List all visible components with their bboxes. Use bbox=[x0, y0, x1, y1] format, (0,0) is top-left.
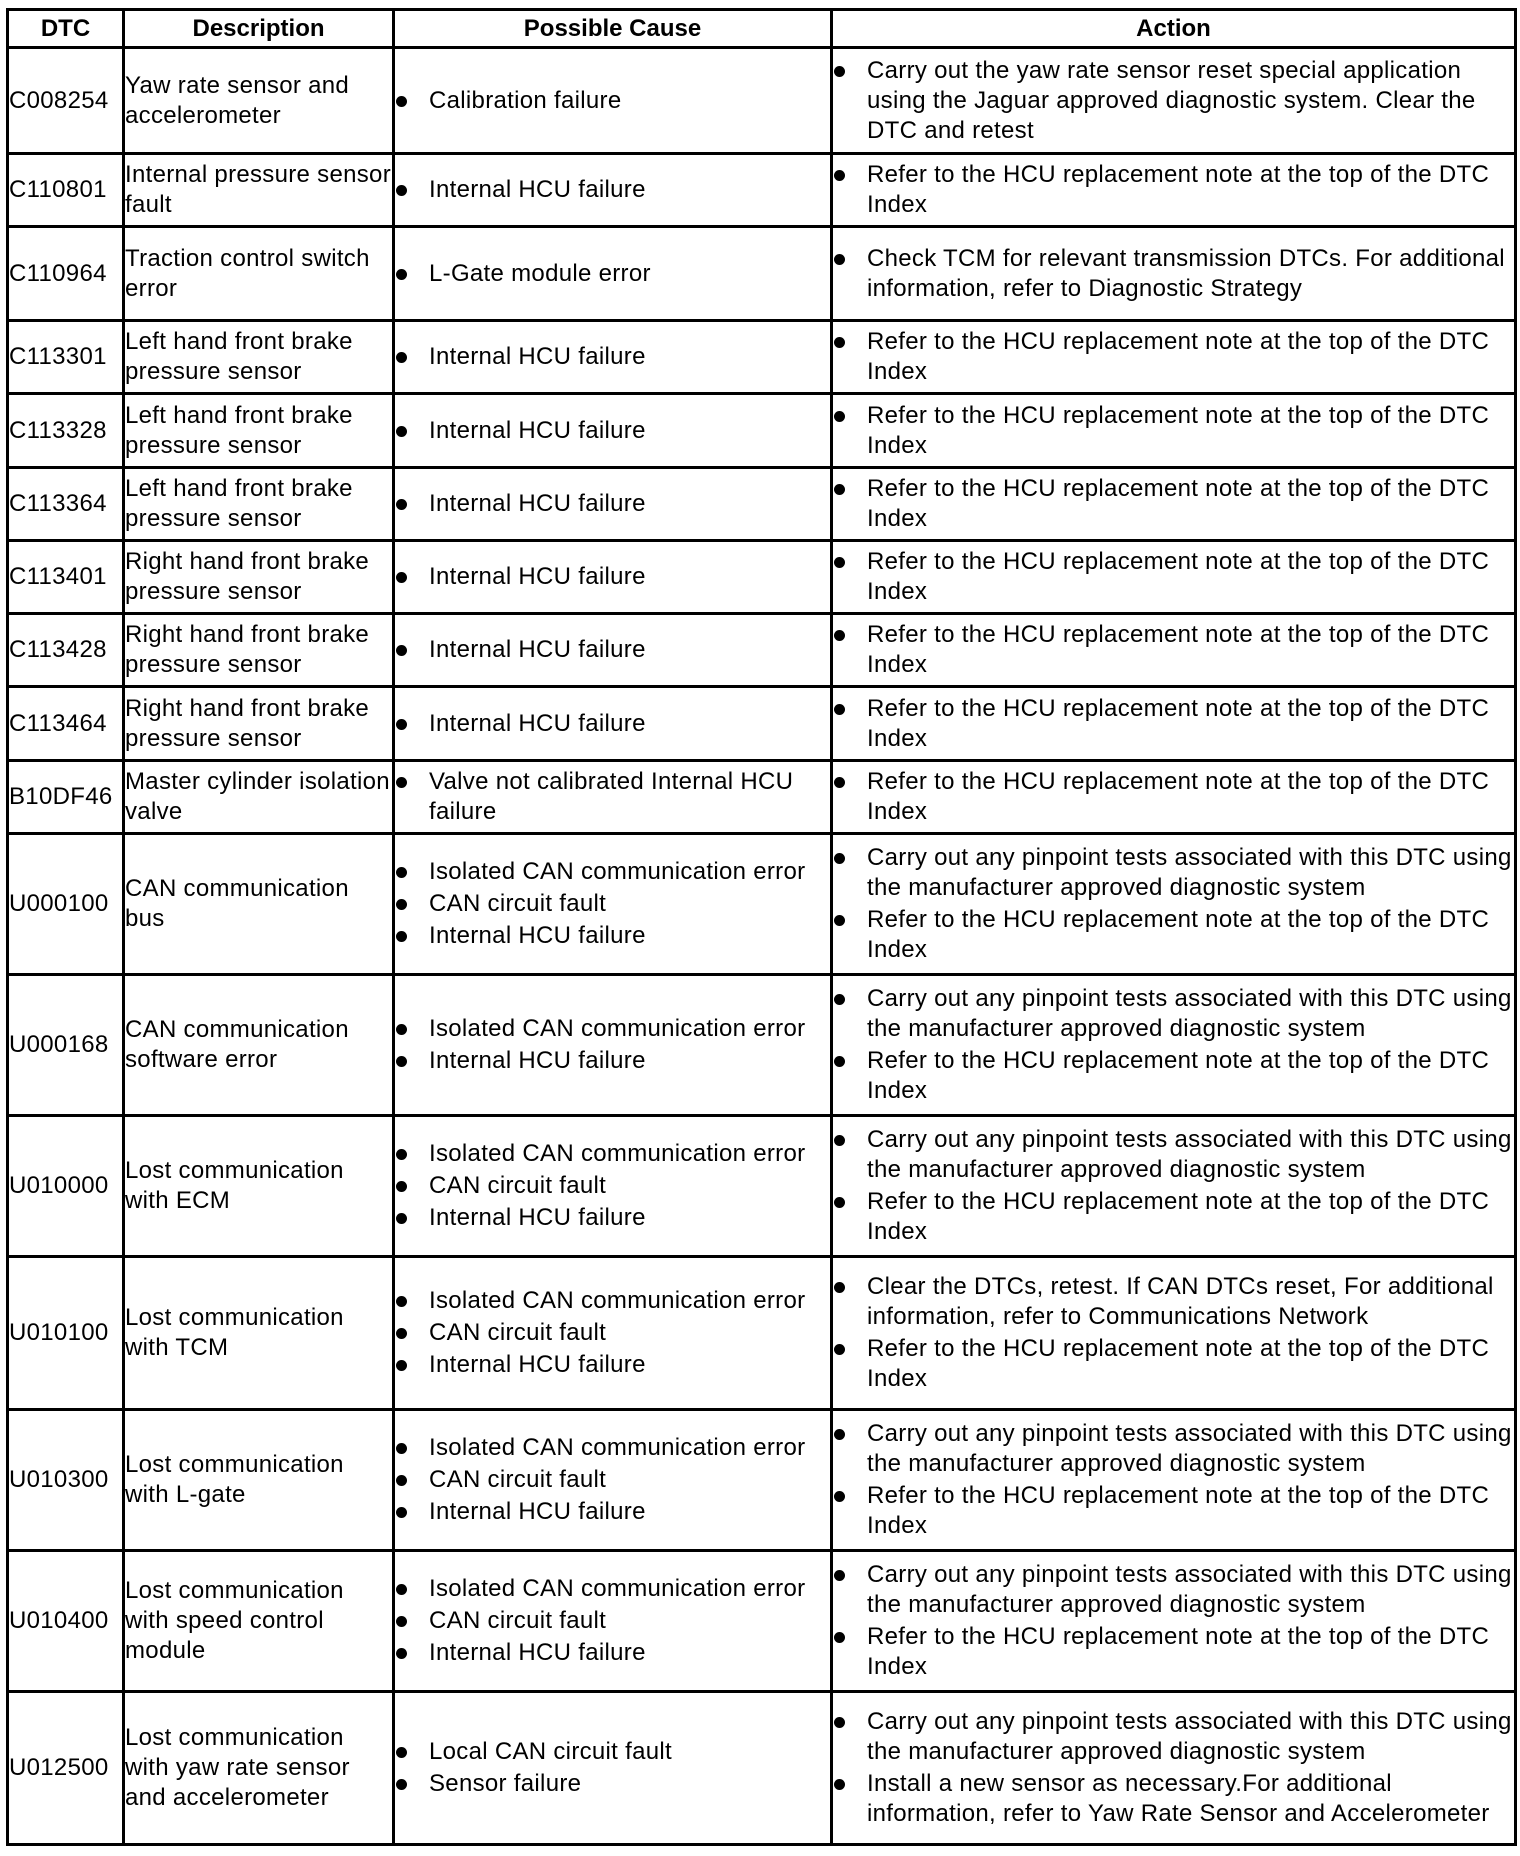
header-dtc: DTC bbox=[8, 10, 124, 48]
cause-item: Internal HCU failure bbox=[395, 342, 830, 372]
possible-cause-cell bbox=[394, 1409, 832, 1550]
cause-list bbox=[395, 416, 830, 446]
action-cell bbox=[832, 1256, 1516, 1409]
possible-cause-cell bbox=[394, 1691, 832, 1844]
cause-item: Internal HCU failure bbox=[395, 562, 830, 592]
possible-cause-cell bbox=[394, 394, 832, 467]
cause-item: Internal HCU failure bbox=[395, 921, 830, 951]
possible-cause-cell bbox=[394, 687, 832, 760]
action-cell bbox=[832, 321, 1516, 394]
action-item: Refer to the HCU replacement note at the top of the DTC Index bbox=[833, 474, 1514, 534]
table-row bbox=[8, 1409, 1516, 1550]
cause-list bbox=[395, 767, 830, 827]
table-row bbox=[8, 1691, 1516, 1844]
dtc-description: Right hand front brake pressure sensor bbox=[124, 687, 394, 760]
action-cell bbox=[832, 540, 1516, 613]
action-cell bbox=[832, 614, 1516, 687]
dtc-code: U010300 bbox=[8, 1409, 124, 1550]
possible-cause-cell bbox=[394, 614, 832, 687]
table-row bbox=[8, 974, 1516, 1115]
dtc-description: Left hand front brake pressure sensor bbox=[124, 394, 394, 467]
cause-item: Isolated CAN communication error bbox=[395, 1139, 830, 1169]
possible-cause-cell bbox=[394, 154, 832, 227]
table-row bbox=[8, 687, 1516, 760]
cause-item: Internal HCU failure bbox=[395, 175, 830, 205]
possible-cause-cell bbox=[394, 833, 832, 974]
action-item: Refer to the HCU replacement note at the top of the DTC Index bbox=[833, 1622, 1514, 1682]
dtc-code: U012500 bbox=[8, 1691, 124, 1844]
action-item: Refer to the HCU replacement note at the top of the DTC Index bbox=[833, 905, 1514, 965]
header-possible-cause: Possible Cause bbox=[394, 10, 832, 48]
cause-item: CAN circuit fault bbox=[395, 1171, 830, 1201]
cause-item: Isolated CAN communication error bbox=[395, 1286, 830, 1316]
cause-item: Internal HCU failure bbox=[395, 416, 830, 446]
action-cell bbox=[832, 154, 1516, 227]
possible-cause-cell bbox=[394, 321, 832, 394]
cause-item: L-Gate module error bbox=[395, 259, 830, 289]
cause-item: Internal HCU failure bbox=[395, 1203, 830, 1233]
dtc-description: Master cylinder isolation valve bbox=[124, 760, 394, 833]
action-cell bbox=[832, 833, 1516, 974]
cause-item: Internal HCU failure bbox=[395, 1497, 830, 1527]
dtc-code: U000100 bbox=[8, 833, 124, 974]
action-cell bbox=[832, 1691, 1516, 1844]
header-description: Description bbox=[124, 10, 394, 48]
possible-cause-cell bbox=[394, 974, 832, 1115]
possible-cause-cell bbox=[394, 467, 832, 540]
cause-list bbox=[395, 489, 830, 519]
dtc-description: Lost communication with yaw rate sensor and accelerometer bbox=[124, 1691, 394, 1844]
action-list bbox=[833, 1560, 1514, 1682]
action-list bbox=[833, 160, 1514, 220]
action-cell bbox=[832, 1409, 1516, 1550]
action-item: Install a new sensor as necessary.For additional information, refer to Yaw Rate Sensor and Accelerometer bbox=[833, 1769, 1514, 1829]
action-cell bbox=[832, 760, 1516, 833]
dtc-description: Internal pressure sensor fault bbox=[124, 154, 394, 227]
cause-item: CAN circuit fault bbox=[395, 1606, 830, 1636]
cause-item: CAN circuit fault bbox=[395, 889, 830, 919]
cause-item: Internal HCU failure bbox=[395, 1638, 830, 1668]
action-list bbox=[833, 244, 1514, 304]
action-list bbox=[833, 1419, 1514, 1541]
cause-item: Internal HCU failure bbox=[395, 709, 830, 739]
cause-item: Internal HCU failure bbox=[395, 1046, 830, 1076]
action-list bbox=[833, 56, 1514, 146]
dtc-code: C113328 bbox=[8, 394, 124, 467]
action-item: Refer to the HCU replacement note at the top of the DTC Index bbox=[833, 1187, 1514, 1247]
dtc-description: Left hand front brake pressure sensor bbox=[124, 321, 394, 394]
action-item: Refer to the HCU replacement note at the top of the DTC Index bbox=[833, 694, 1514, 754]
possible-cause-cell bbox=[394, 1115, 832, 1256]
action-list bbox=[833, 984, 1514, 1106]
action-item: Refer to the HCU replacement note at the top of the DTC Index bbox=[833, 547, 1514, 607]
action-item: Refer to the HCU replacement note at the top of the DTC Index bbox=[833, 1334, 1514, 1394]
cause-list bbox=[395, 1737, 830, 1799]
cause-item: Internal HCU failure bbox=[395, 635, 830, 665]
table-row bbox=[8, 1256, 1516, 1409]
action-cell bbox=[832, 687, 1516, 760]
possible-cause-cell bbox=[394, 1550, 832, 1691]
possible-cause-cell bbox=[394, 1256, 832, 1409]
dtc-code: C110964 bbox=[8, 227, 124, 321]
action-list bbox=[833, 474, 1514, 534]
action-list bbox=[833, 1707, 1514, 1829]
table-header-row bbox=[8, 10, 1516, 48]
table-row bbox=[8, 48, 1516, 154]
action-list bbox=[833, 547, 1514, 607]
cause-item: Local CAN circuit fault bbox=[395, 1737, 830, 1767]
dtc-description: Right hand front brake pressure sensor bbox=[124, 540, 394, 613]
dtc-code: U010100 bbox=[8, 1256, 124, 1409]
cause-list bbox=[395, 175, 830, 205]
dtc-description: CAN communication bus bbox=[124, 833, 394, 974]
cause-item: Isolated CAN communication error bbox=[395, 1433, 830, 1463]
table-row bbox=[8, 1550, 1516, 1691]
action-cell bbox=[832, 394, 1516, 467]
cause-list bbox=[395, 709, 830, 739]
table-row bbox=[8, 540, 1516, 613]
possible-cause-cell bbox=[394, 227, 832, 321]
dtc-code: C113401 bbox=[8, 540, 124, 613]
cause-item: Internal HCU failure bbox=[395, 489, 830, 519]
action-list bbox=[833, 401, 1514, 461]
table-row bbox=[8, 154, 1516, 227]
dtc-code: U010400 bbox=[8, 1550, 124, 1691]
action-cell bbox=[832, 467, 1516, 540]
dtc-code: C113364 bbox=[8, 467, 124, 540]
action-item: Refer to the HCU replacement note at the top of the DTC Index bbox=[833, 401, 1514, 461]
dtc-code: U000168 bbox=[8, 974, 124, 1115]
action-item: Carry out any pinpoint tests associated with this DTC using the manufacturer approved diagnostic system bbox=[833, 984, 1514, 1044]
action-cell bbox=[832, 974, 1516, 1115]
action-item: Carry out the yaw rate sensor reset special application using the Jaguar approved diagnostic system. Clear the DTC and retest bbox=[833, 56, 1514, 146]
cause-list bbox=[395, 1014, 830, 1076]
action-item: Carry out any pinpoint tests associated with this DTC using the manufacturer approved diagnostic system bbox=[833, 1125, 1514, 1185]
action-list bbox=[833, 767, 1514, 827]
cause-list bbox=[395, 562, 830, 592]
dtc-code: C110801 bbox=[8, 154, 124, 227]
cause-list bbox=[395, 1286, 830, 1380]
dtc-description: Lost communication with TCM bbox=[124, 1256, 394, 1409]
table-row bbox=[8, 833, 1516, 974]
dtc-code: C113464 bbox=[8, 687, 124, 760]
cause-list bbox=[395, 86, 830, 116]
table-row bbox=[8, 394, 1516, 467]
header-action: Action bbox=[832, 10, 1516, 48]
cause-list bbox=[395, 259, 830, 289]
dtc-description: Right hand front brake pressure sensor bbox=[124, 614, 394, 687]
dtc-code: C008254 bbox=[8, 48, 124, 154]
cause-list bbox=[395, 857, 830, 951]
action-item: Refer to the HCU replacement note at the top of the DTC Index bbox=[833, 620, 1514, 680]
cause-item: Isolated CAN communication error bbox=[395, 1014, 830, 1044]
dtc-code: B10DF46 bbox=[8, 760, 124, 833]
dtc-description: Left hand front brake pressure sensor bbox=[124, 467, 394, 540]
cause-list bbox=[395, 1139, 830, 1233]
dtc-code: U010000 bbox=[8, 1115, 124, 1256]
cause-item: Internal HCU failure bbox=[395, 1350, 830, 1380]
action-item: Check TCM for relevant transmission DTCs. For additional information, refer to Diagnostic Strategy bbox=[833, 244, 1514, 304]
action-cell bbox=[832, 1550, 1516, 1691]
cause-item: CAN circuit fault bbox=[395, 1318, 830, 1348]
action-item: Clear the DTCs, retest. If CAN DTCs reset, For additional information, refer to Communications Network bbox=[833, 1272, 1514, 1332]
action-list bbox=[833, 694, 1514, 754]
action-item: Refer to the HCU replacement note at the top of the DTC Index bbox=[833, 1481, 1514, 1541]
action-list bbox=[833, 620, 1514, 680]
cause-item: Valve not calibrated Internal HCU failure bbox=[395, 767, 830, 827]
dtc-description: Lost communication with L-gate bbox=[124, 1409, 394, 1550]
action-item: Refer to the HCU replacement note at the top of the DTC Index bbox=[833, 327, 1514, 387]
dtc-table bbox=[6, 8, 1517, 1846]
possible-cause-cell bbox=[394, 48, 832, 154]
action-item: Carry out any pinpoint tests associated with this DTC using the manufacturer approved diagnostic system bbox=[833, 1560, 1514, 1620]
action-item: Refer to the HCU replacement note at the top of the DTC Index bbox=[833, 1046, 1514, 1106]
action-cell bbox=[832, 227, 1516, 321]
table-row bbox=[8, 467, 1516, 540]
dtc-description: Yaw rate sensor and accelerometer bbox=[124, 48, 394, 154]
cause-item: CAN circuit fault bbox=[395, 1465, 830, 1495]
dtc-description: Traction control switch error bbox=[124, 227, 394, 321]
cause-list bbox=[395, 1574, 830, 1668]
table-row bbox=[8, 760, 1516, 833]
dtc-description: Lost communication with speed control module bbox=[124, 1550, 394, 1691]
dtc-description: Lost communication with ECM bbox=[124, 1115, 394, 1256]
action-list bbox=[833, 843, 1514, 965]
action-list bbox=[833, 1272, 1514, 1394]
cause-item: Isolated CAN communication error bbox=[395, 1574, 830, 1604]
action-cell bbox=[832, 1115, 1516, 1256]
dtc-code: C113428 bbox=[8, 614, 124, 687]
possible-cause-cell bbox=[394, 760, 832, 833]
dtc-description: CAN communication software error bbox=[124, 974, 394, 1115]
table-row bbox=[8, 614, 1516, 687]
table-row bbox=[8, 321, 1516, 394]
table-row bbox=[8, 1115, 1516, 1256]
action-item: Refer to the HCU replacement note at the top of the DTC Index bbox=[833, 160, 1514, 220]
action-item: Refer to the HCU replacement note at the top of the DTC Index bbox=[833, 767, 1514, 827]
cause-item: Sensor failure bbox=[395, 1769, 830, 1799]
dtc-code: C113301 bbox=[8, 321, 124, 394]
action-item: Carry out any pinpoint tests associated with this DTC using the manufacturer approved diagnostic system bbox=[833, 1707, 1514, 1767]
possible-cause-cell bbox=[394, 540, 832, 613]
table-body bbox=[8, 48, 1516, 1845]
action-list bbox=[833, 1125, 1514, 1247]
action-item: Carry out any pinpoint tests associated with this DTC using the manufacturer approved diagnostic system bbox=[833, 1419, 1514, 1479]
action-item: Carry out any pinpoint tests associated with this DTC using the manufacturer approved diagnostic system bbox=[833, 843, 1514, 903]
action-list bbox=[833, 327, 1514, 387]
cause-list bbox=[395, 1433, 830, 1527]
cause-list bbox=[395, 342, 830, 372]
cause-list bbox=[395, 635, 830, 665]
cause-item: Isolated CAN communication error bbox=[395, 857, 830, 887]
table-row bbox=[8, 227, 1516, 321]
action-cell bbox=[832, 48, 1516, 154]
cause-item: Calibration failure bbox=[395, 86, 830, 116]
